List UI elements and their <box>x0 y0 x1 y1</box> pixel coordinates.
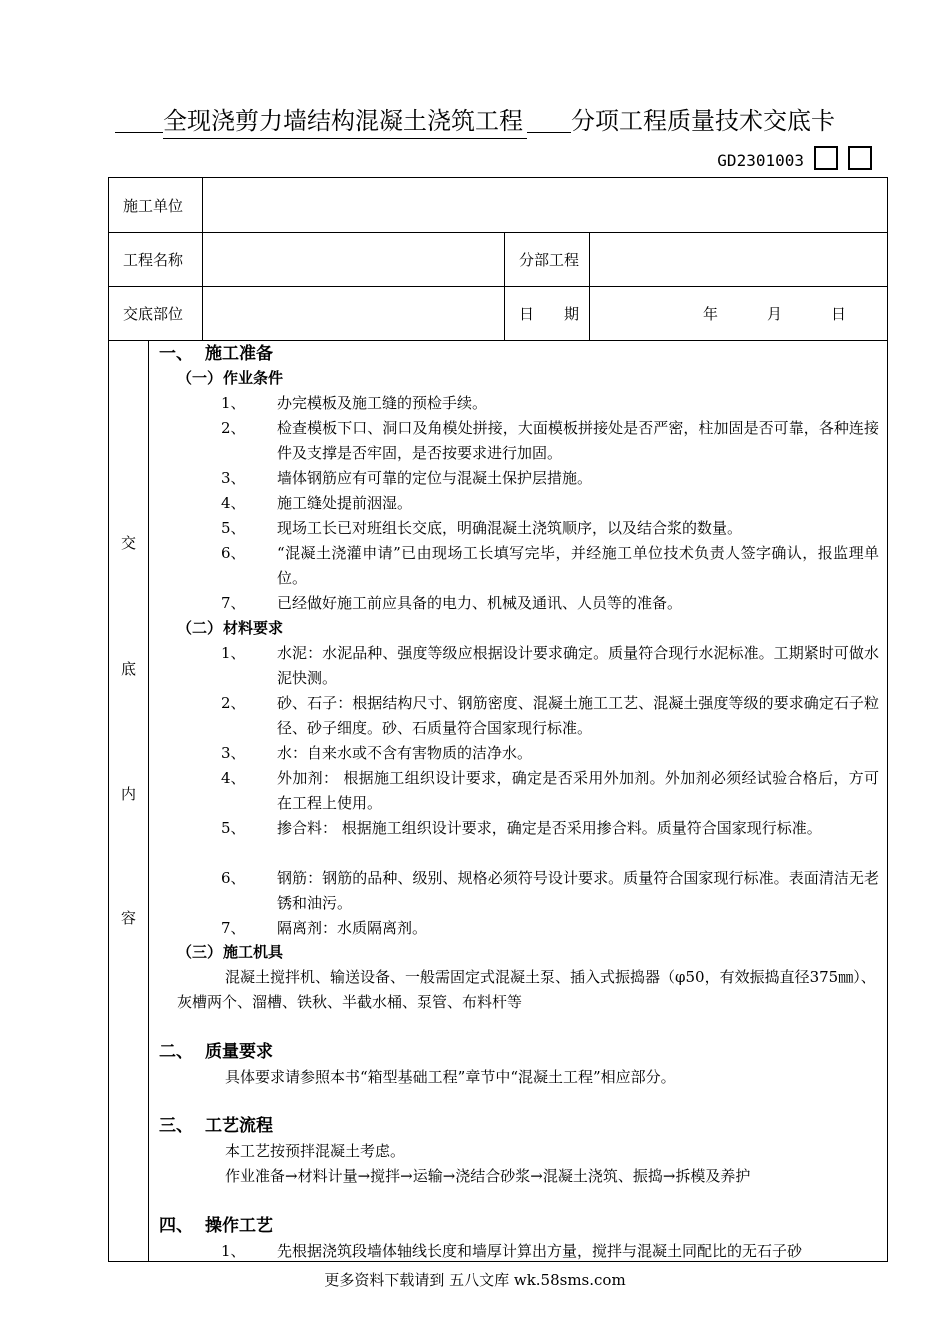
list-item: 4、 施工缝处提前洇湿。 <box>221 494 413 512</box>
list-item: 7、 已经做好施工前应具备的电力、机械及通讯、人员等的准备。 <box>221 594 683 612</box>
list-item: 1、 办完模板及施工缝的预检手续。 <box>221 394 488 412</box>
list-item: 6、 钢筋：钢筋的品种、级别、规格必须符号设计要求。质量符合国家现行标准。表面清洁无老锈和油污。 <box>221 869 879 912</box>
construction-unit-label: 施工单位 <box>109 178 203 232</box>
date-field[interactable] <box>595 286 887 340</box>
list-item: 3、 水：自来水或不含有害物质的洁净水。 <box>221 744 533 762</box>
section-1c-heading: （三）施工机具 <box>177 943 284 961</box>
row-construction-unit <box>109 178 887 233</box>
title-underline-left <box>115 104 163 133</box>
tools-paragraph: 混凝土搅拌机、输送设备、一般需固定式混凝土泵、插入式振捣器（φ50，有效振捣直径375㎜）、灰槽两个、溜槽、铁秋、半截水桶、泵管、布料杆等 <box>177 968 876 1011</box>
list-item: 6、 “混凝土浇灌申请”已由现场工长填写完毕，并经施工单位技术负责人签字确认，报监理单位。 <box>221 544 879 587</box>
title-underline-right <box>527 104 571 133</box>
list-item: 4、 外加剂： 根据施工组织设计要求，确定是否采用外加剂。外加剂必须经试验合格后，方可在工程上使用。 <box>221 769 879 812</box>
project-name-field[interactable] <box>203 232 505 286</box>
list-item: 2、 砂、石子：根据结构尺寸、钢筋密度、混凝土施工工艺、混凝土强度等级的要求确定石子粒径、砂子细度。砂、石质量符合国家现行标准。 <box>221 694 879 737</box>
list-item: 7、 隔离剂：水质隔离剂。 <box>221 919 428 937</box>
checkbox-2[interactable] <box>848 146 872 170</box>
side-char-3: 内 <box>120 785 136 803</box>
project-name-label: 工程名称 <box>109 232 203 286</box>
side-char-1: 交 <box>120 534 136 552</box>
date-year: 年 <box>703 304 719 323</box>
checkbox-1[interactable] <box>814 146 838 170</box>
list-item: 5、 掺合料： 根据施工组织设计要求，确定是否采用掺合料。质量符合国家现行标准。 <box>221 819 822 837</box>
construction-unit-field[interactable] <box>203 178 887 232</box>
process-flow: 作业准备→材料计量→搅拌→运输→浇结合砂浆→混凝土浇筑、振捣→拆模及养护 <box>225 1167 751 1185</box>
sub-project-label: 分部工程 <box>505 232 590 286</box>
doc-code: GD2301003 <box>717 151 804 170</box>
side-char-4: 容 <box>120 909 136 927</box>
section-1a-heading: （一）作业条件 <box>177 369 284 387</box>
section-3-heading: 三、 工艺流程 <box>159 1116 273 1136</box>
doc-code-line <box>717 146 872 172</box>
handover-part-field[interactable] <box>203 286 505 340</box>
row-project-name <box>109 232 887 287</box>
date-label: 日 期 <box>505 286 590 340</box>
handover-content <box>149 340 887 1261</box>
date-month: 月 <box>767 304 783 323</box>
handover-sheet <box>108 177 888 1262</box>
project-name-title: 全现浇剪力墙结构混凝土浇筑工程 <box>163 104 527 139</box>
process-note: 本工艺按预拌混凝土考虑。 <box>225 1142 406 1160</box>
section-4-heading: 四、 操作工艺 <box>159 1216 273 1236</box>
list-item: 2、 检查模板下口、洞口及角模处拼接，大面模板拼接处是否严密，柱加固是否可靠，各种连接件及支撑是否牢固，是否按要求进行加固。 <box>221 419 879 462</box>
section-1-heading: 一、 施工准备 <box>159 344 273 364</box>
document-title <box>115 104 885 138</box>
list-item: 3、 墙体钢筋应有可靠的定位与混凝土保护层措施。 <box>221 469 593 487</box>
list-item: 1、 水泥：水泥品种、强度等级应根据设计要求确定。质量符合现行水泥标准。工期紧时可做水泥快测。 <box>221 644 879 687</box>
handover-part-label: 交底部位 <box>109 286 203 340</box>
section-1b-heading: （二）材料要求 <box>177 619 284 637</box>
date-day: 日 <box>831 304 847 323</box>
title-suffix: 分项工程质量技术交底卡 <box>571 107 835 135</box>
footer-text: 更多资料下载请到 五八文库 wk.58sms.com <box>324 1271 626 1289</box>
section-2-heading: 二、 质量要求 <box>159 1042 273 1062</box>
row-handover-part <box>109 286 887 341</box>
sub-project-field[interactable] <box>595 232 887 286</box>
list-item: 1、 先根据浇筑段墙体轴线长度和墙厚计算出方量，搅拌与混凝土同配比的无石子砂 <box>221 1242 803 1260</box>
side-char-2: 底 <box>120 660 136 678</box>
quality-paragraph: 具体要求请参照本书“箱型基础工程”章节中“混凝土工程”相应部分。 <box>225 1068 676 1086</box>
list-item: 5、 现场工长已对班组长交底，明确混凝土浇筑顺序，以及结合浆的数量。 <box>221 519 743 537</box>
handover-content-label <box>109 340 149 1261</box>
